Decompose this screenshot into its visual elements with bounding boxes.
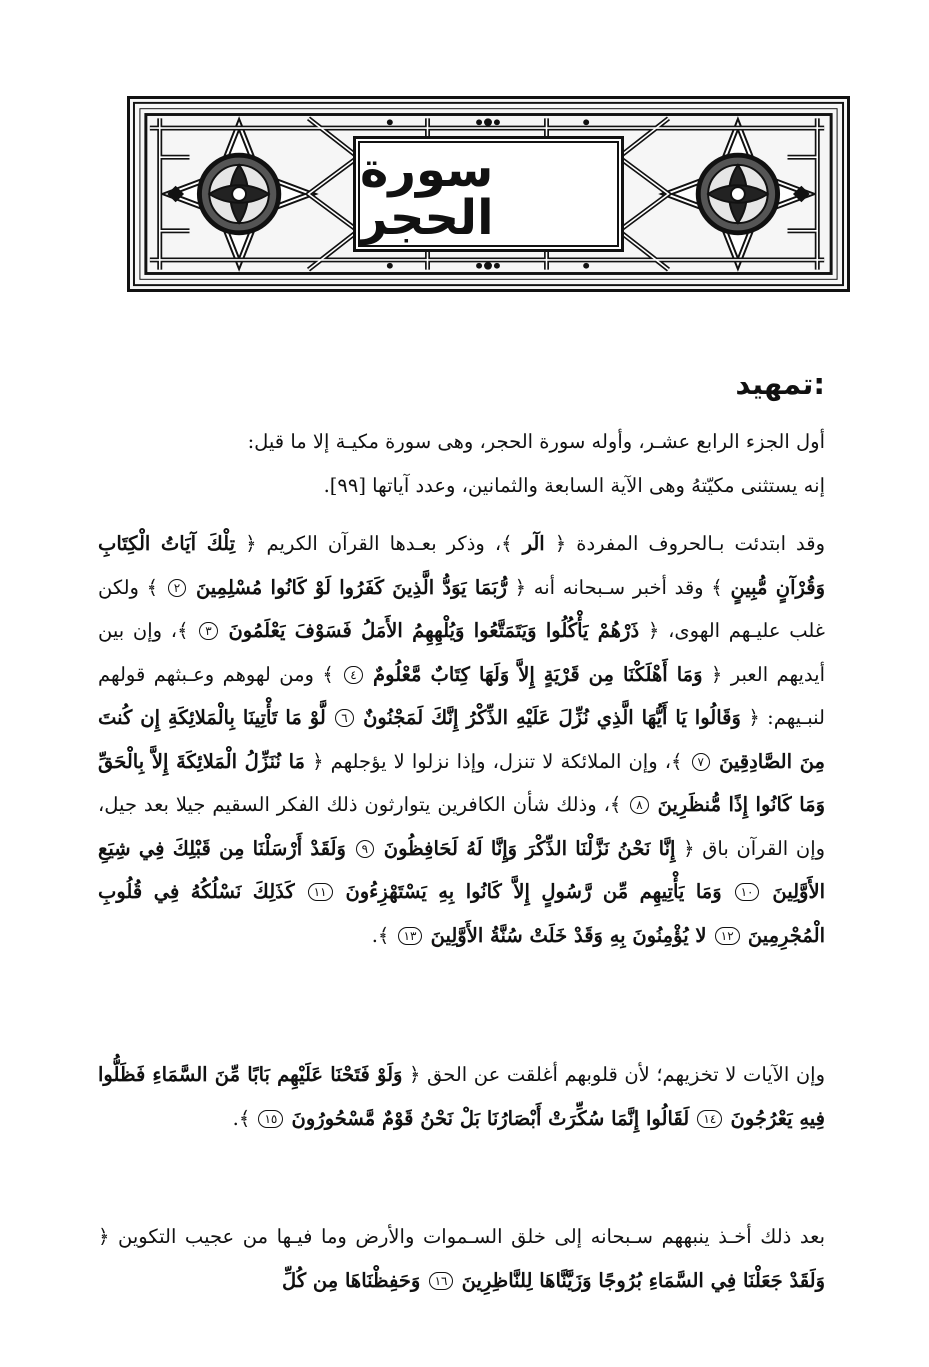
quran-quote: لَّوْ مَا تَأْتِينَا بِالْمَلائِكَةِ إِن كُنتَ مِنَ الصَّادِقِينَ <box>98 706 825 773</box>
quran-quote: إِنَّا نَحْنُ نَزَّلْنَا الذِّكْرَ وَإِنَّا لَهُ لَحَافِظُونَ <box>383 836 676 860</box>
quran-quote: وَلَوْ فَتَحْنَا عَلَيْهِم بَابًا مِّنَ السَّمَاءِ فَظَلُّوا فِيهِ يَعْرُجُونَ <box>98 1063 825 1130</box>
quran-quote: وَمَا يَأْتِيهِم مِّن رَّسُولٍ إِلاَّ كَانُوا بِهِ يَسْتَهْزِءُونَ <box>345 880 722 903</box>
ayah-number-marker: ٢ <box>168 579 186 597</box>
quran-quote: وَلَقَدْ أَرْسَلْنَا مِن قَبْلِكَ فِي شِيَعِ الأَوَّلِينَ <box>98 836 826 903</box>
paragraph-opening <box>98 522 825 957</box>
text-line: أول الجزء الرابع عشـر، وأوله سورة الحجر، وهى سورة مكيـة إلا ما قيل: <box>247 430 825 453</box>
body-text: ﴾، وإن الملائكة لا تنزل، وإذا نزلوا لا يؤجلهم ﴿ <box>312 749 683 773</box>
quran-quote: وَحَفِظْنَاهَا مِن كُلِّ <box>282 1268 421 1292</box>
ayah-number-marker: ٨ <box>630 796 648 814</box>
quran-quote: وَقَالُوا يَا أَيُّهَا الَّذِي نُزِّلَ عَلَيْهِ الذِّكْرُ إِنَّكَ لَمَجْنُونٌ <box>363 706 741 729</box>
quran-quote: كَذَلِكَ نَسْلُكُهُ فِي قُلُوبِ الْمُجْرِمِينَ <box>98 880 825 947</box>
surah-title: سورة الحجر <box>360 142 494 246</box>
section-heading: تمهيد: <box>735 367 825 401</box>
quran-quote: وَلَقَدْ جَعَلْنَا فِي السَّمَاءِ بُرُوجًا وَزَيَّنَّاهَا لِلنَّاظِرِينَ <box>461 1268 825 1292</box>
quran-quote: لا يُؤْمِنُونَ بِهِ وَقَدْ خَلَتْ سُنَّةُ الأَوَّلِينَ <box>430 923 707 947</box>
quran-quote: ذَرْهُمْ يَأْكُلُوا وَيَتَمَتَّعُوا وَيُلْهِهِمُ الأَمَلُ فَسَوْفَ يَعْلَمُونَ <box>228 619 640 642</box>
body-text: ﴾ ولكن غلب عليـهم الهوى، ﴿ <box>98 575 825 642</box>
ayah-number-marker: ١٠ <box>735 883 760 901</box>
quran-quote: مَا نُنَزِّلُ الْمَلائِكَةَ إِلاَّ بِالْحَقِّ وَمَا كَانُوا إِذًا مُّنظَرِينَ <box>98 749 825 816</box>
body-text: ﴾ وقد أخبر سـبحانه أنه ﴿ <box>514 575 723 599</box>
text-line: إنه يستثنى مكيّتهُ وهى الآية السابعة والثمانين، وعدد آياتها [٩٩]. <box>323 473 825 497</box>
paragraph-creation <box>98 1215 825 1302</box>
body-text: وإن الآيات لا تخزيهم؛ لأن قلوبهم أغلقت عن الحق ﴿ <box>409 1063 826 1086</box>
body-text: وقد ابتدئت بـالحروف المفردة ﴿ <box>554 532 826 555</box>
ayah-number-marker: ٩ <box>356 840 374 858</box>
ayah-number-marker: ١٦ <box>429 1272 454 1290</box>
body-text: ﴾. <box>232 1106 251 1130</box>
ayah-number-marker: ١١ <box>308 883 333 901</box>
ayah-number-marker: ٦ <box>335 709 353 727</box>
quran-quote: الٓر <box>522 532 545 555</box>
title-cartouche <box>358 141 619 247</box>
ayah-number-marker: ١٤ <box>697 1110 722 1128</box>
quran-quote: لَقَالُوا إِنَّمَا سُكِّرَتْ أَبْصَارُنَا بَلْ نَحْنُ قَوْمٌ مَّسْحُورُونَ <box>291 1106 690 1130</box>
ayah-number-marker: ١٢ <box>715 927 740 945</box>
ayah-number-marker: ٤ <box>344 666 362 684</box>
body-text: ﴾، وذكر بعـدها القرآن الكريم ﴿ <box>245 532 513 555</box>
ayah-number-marker: ٧ <box>692 753 710 771</box>
body-text: ﴾ ومن لهوهم وعـبثهم قولهم لنبـيهم: ﴿ <box>98 662 825 729</box>
paragraph-hearts <box>98 1053 825 1140</box>
body-text: بعد ذلك أخـذ ينبههم سـبحانه إلى خلق السـموات والأرض وما فيـها من عجيب التكوين ﴿ <box>98 1225 825 1248</box>
paragraph-intro <box>98 420 825 507</box>
quran-quote: تِلْكَ آيَاتُ الْكِتَابِ وَقُرْآنٍ مُّبِينٍ <box>98 532 826 599</box>
quran-quote: وَمَا أَهْلَكْنَا مِن قَرْيَةٍ إِلاَّ وَلَهَا كِتَابٌ مَّعْلُومٌ <box>373 662 703 686</box>
ayah-number-marker: ١٥ <box>258 1110 283 1128</box>
body-text: ﴾. <box>371 923 390 947</box>
ayah-number-marker: ١٣ <box>398 927 423 945</box>
body-text: ﴾، وذلك شأن الكافرين يتوارثون ذلك الفكر السقيم جيلا بعد جيل، وإن القرآن باق ﴿ <box>98 793 826 860</box>
surah-title-banner <box>127 96 850 292</box>
body-text: ﴾، وإن بين أيديهم العبر ﴿ <box>98 619 826 686</box>
quran-quote: رُّبَمَا يَوَدُّ الَّذِينَ كَفَرُوا لَوْ كَانُوا مُسْلِمِينَ <box>195 575 507 599</box>
ayah-number-marker: ٣ <box>199 622 217 640</box>
